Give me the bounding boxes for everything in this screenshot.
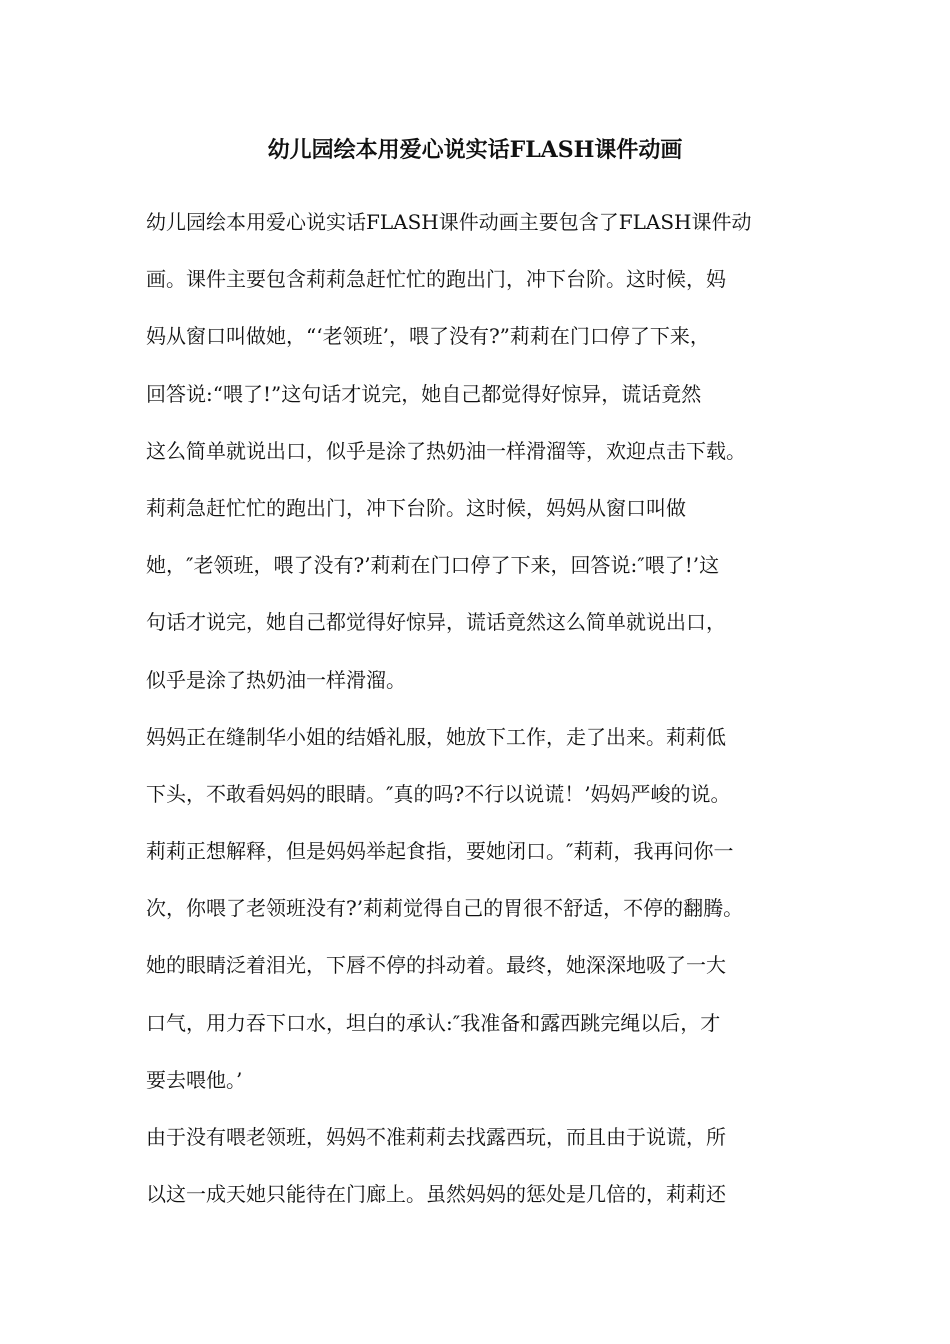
paragraph-3 bbox=[146, 1118, 826, 1232]
text-line: 句话才说完，她自己都觉得好惊异，谎话竟然这么简单就说出口， bbox=[146, 610, 726, 635]
paragraph-2 bbox=[146, 718, 826, 1118]
text-line: 妈从窗口叫做她，“‘老领班’，喂了没有?”莉莉在门口停了下来， bbox=[146, 324, 710, 349]
text-line: 莉莉正想解释，但是妈妈举起食指，要她闭口。″莉莉，我再问你一 bbox=[146, 839, 734, 864]
text-line: 妈妈正在缝制华小姐的结婚礼服，她放下工作，走了出来。莉莉低 bbox=[146, 724, 726, 749]
text-line: 她，″老领班，喂了没有?’莉莉在门口停了下来，回答说:″喂了!’这 bbox=[146, 553, 720, 578]
text-line: 以这一成天她只能待在门廊上。虽然妈妈的惩处是几倍的，莉莉还 bbox=[146, 1182, 726, 1207]
text-line: 口气，用力吞下口水，坦白的承认:″我准备和露西跳完绳以后，才 bbox=[146, 1010, 721, 1035]
text-line: 似乎是涂了热奶油一样滑溜。 bbox=[146, 667, 406, 692]
text-line: 莉莉急赶忙忙的跑出门，冲下台阶。这时候，妈妈从窗口叫做 bbox=[146, 495, 686, 520]
text-line: 要去喂他。’ bbox=[146, 1067, 243, 1092]
text-line: 由于没有喂老领班，妈妈不准莉莉去找露西玩，而且由于说谎，所 bbox=[146, 1125, 726, 1149]
text-line: 次，你喂了老领班没有?’莉莉觉得自己的胃很不舒适，不停的翻腾。 bbox=[146, 896, 744, 921]
text-line: 这么简单就说出口，似乎是涂了热奶油一样滑溜等，欢迎点击下载。 bbox=[146, 438, 746, 463]
document-body bbox=[146, 203, 826, 1232]
text-line: 下头，不敢看妈妈的眼睛。″真的吗?不行以说谎！’妈妈严峻的说。 bbox=[146, 781, 731, 806]
document-title: 幼儿园绘本用爱心说实话FLASH课件动画 bbox=[267, 137, 683, 163]
text-line: 她的眼睛泛着泪光，下唇不停的抖动着。最终，她深深地吸了一大 bbox=[146, 953, 726, 978]
text-line: 幼儿园绘本用爱心说实话FLASH课件动画主要包含了FLASH课件动 bbox=[146, 210, 752, 234]
text-line: 回答说:“喂了!”这句话才说完，她自己都觉得好惊异，谎话竟然 bbox=[146, 381, 702, 406]
paragraph-1 bbox=[146, 203, 826, 718]
text-line: 画。课件主要包含莉莉急赶忙忙的跑出门，冲下台阶。这时候，妈 bbox=[146, 267, 726, 292]
